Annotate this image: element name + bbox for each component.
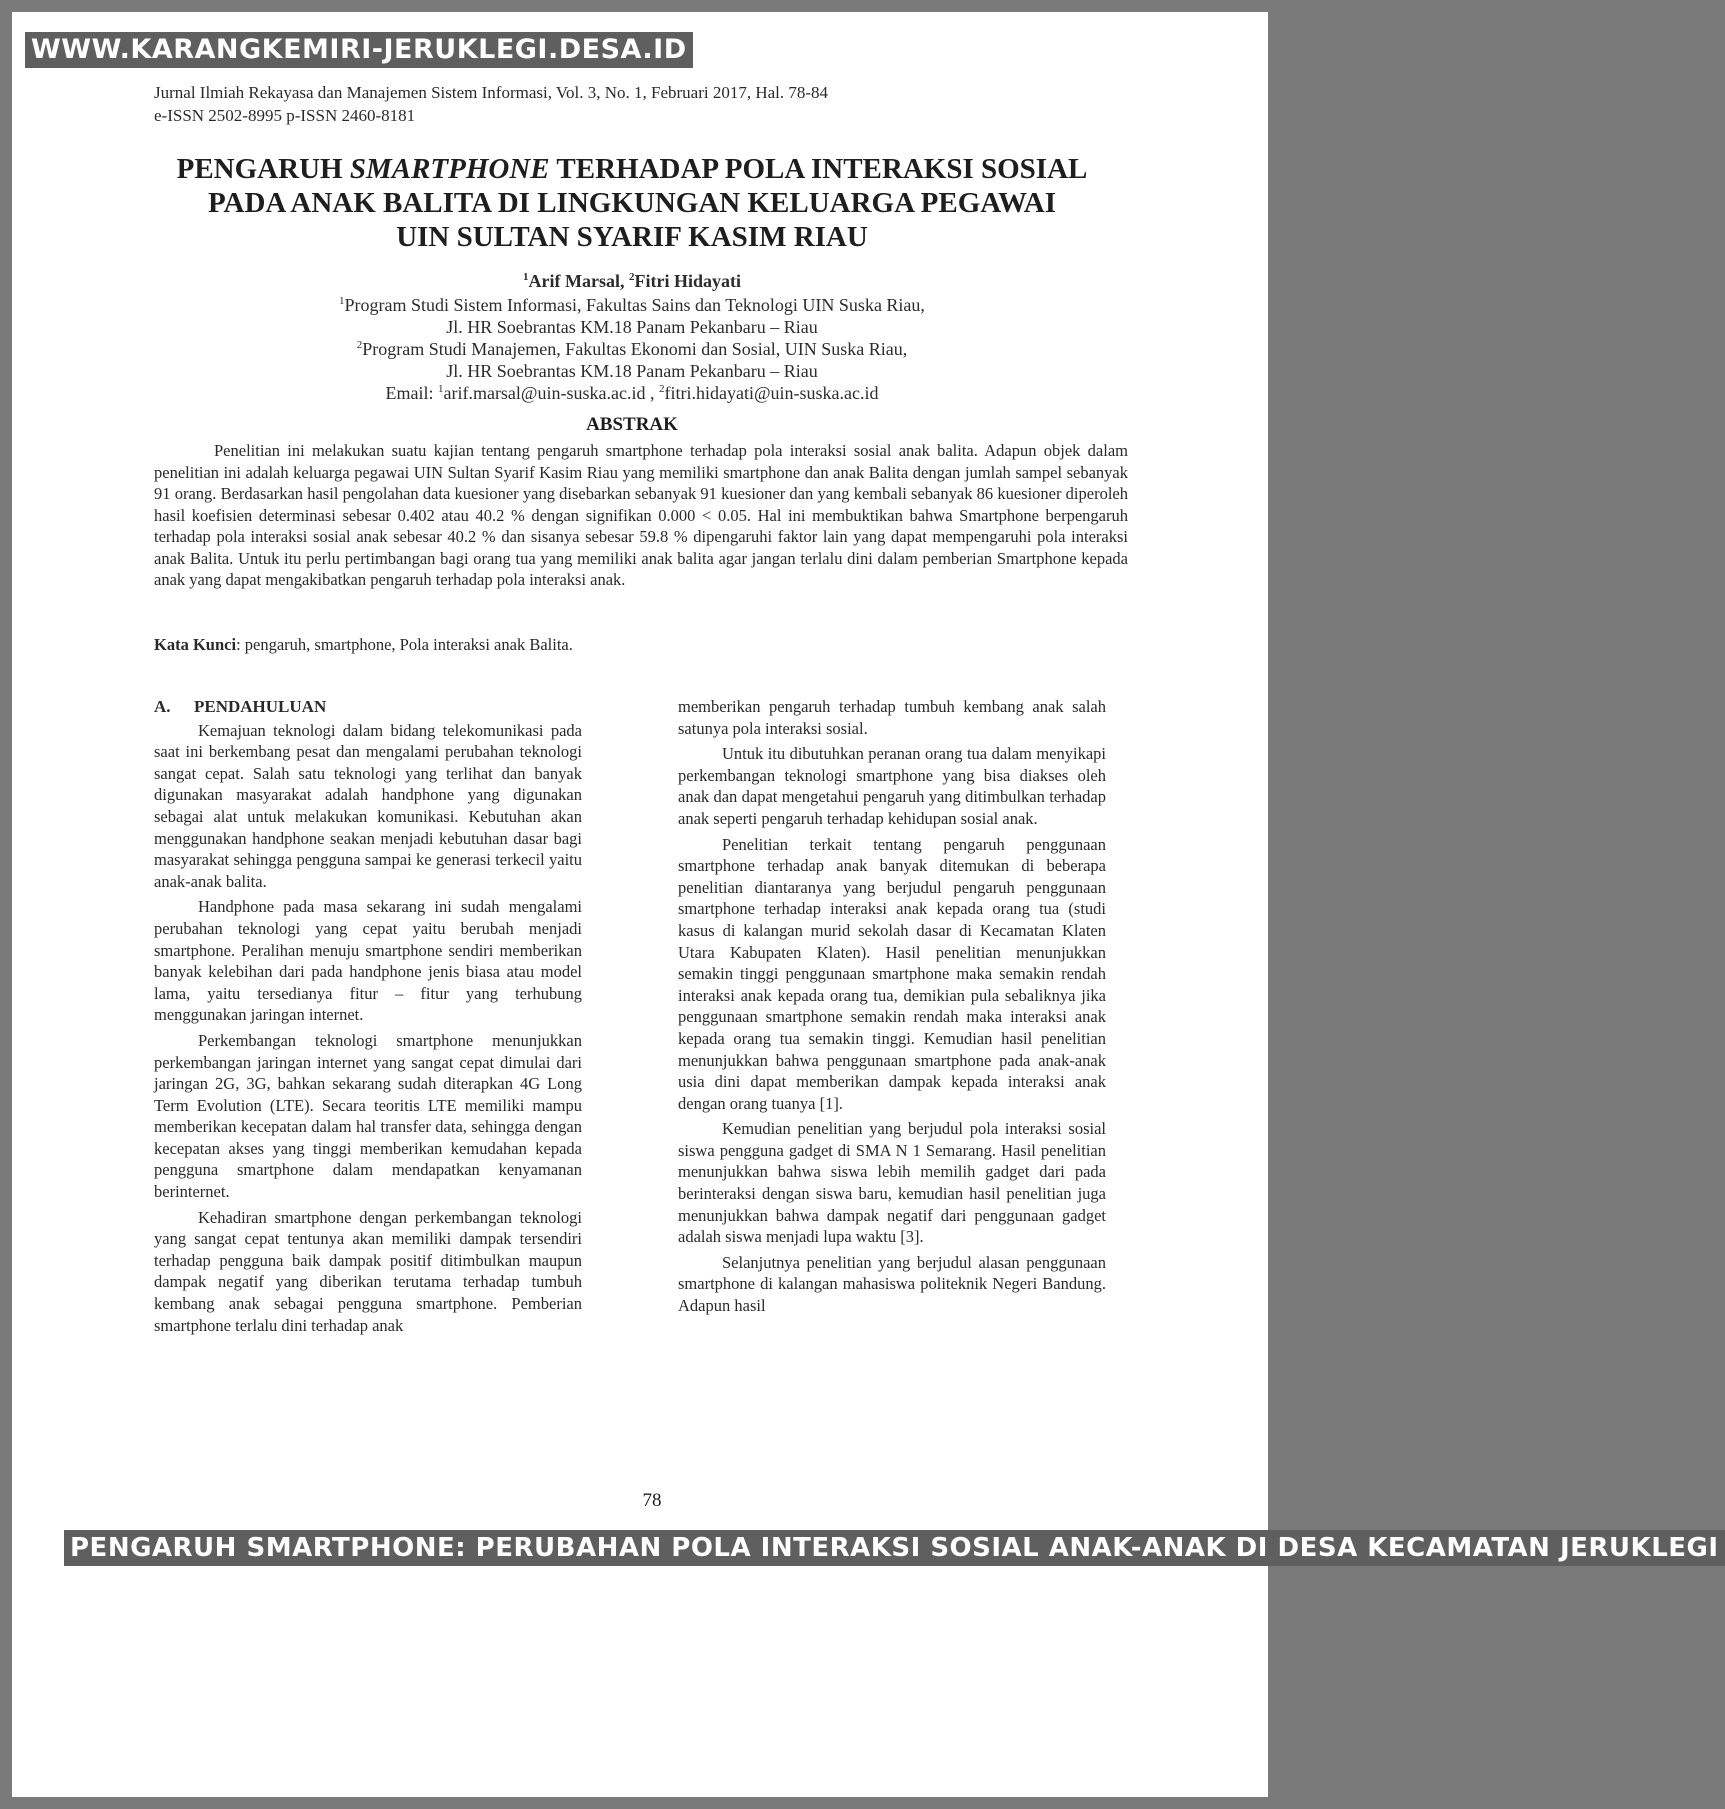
section-heading	[154, 696, 582, 718]
title-prefix: PENGARUH	[176, 153, 350, 185]
affiliation-1-address: Jl. HR Soebrantas KM.18 Panam Pekanbaru – Riau	[446, 317, 818, 337]
email-1[interactable]: arif.marsal@uin-suska.ac.id ,	[443, 383, 659, 403]
section-title: PENDAHULUAN	[194, 697, 327, 716]
right-column	[678, 696, 1106, 1321]
keywords-list: : pengaruh, smartphone, Pola interaksi anak Balita.	[236, 635, 573, 654]
paragraph: Selanjutnya penelitian yang berjudul alasan penggunaan smartphone di kalangan mahasiswa politeknik Negeri Bandung. Adapun hasil	[678, 1252, 1106, 1316]
affiliation-2-sup: 2	[356, 339, 363, 351]
journal-citation: Jurnal Ilmiah Rekayasa dan Manajemen Sistem Informasi, Vol. 3, No. 1, Februari 2017, Hal. 78-84	[154, 83, 829, 102]
author-emails	[132, 382, 1132, 404]
author-1: Arif Marsal,	[528, 271, 629, 291]
paper-title-line-3: UIN SULTAN SYARIF KASIM RIAU	[396, 221, 868, 253]
affiliation-1-text: Program Studi Sistem Informasi, Fakultas Sains dan Teknologi UIN Suska Riau,	[344, 295, 925, 315]
paragraph: Penelitian terkait tentang pengaruh penggunaan smartphone terhadap anak banyak ditemukan di beberapa penelitian diantaranya yang berjudul pengaruh penggunaan smartphone terhadap interaksi anak kepada orang tua (studi kasus di kalangan murid sekolah dasar di Kecamatan Klaten Utara Kabupaten Klaten). Hasil penelitian menunjukkan semakin tinggi penggunaan smartphone maka semakin rendah interaksi anak kepada orang tua, demikian pula sebaliknya jika penggunaan smartphone semakin rendah maka interaksi anak kepada orang tua semakin tinggi. Kemudian hasil penelitian menunjukkan bahwa penggunaan smartphone pada anak-anak usia dini dapat memberikan dampak kepada interaksi anak dengan orang tuanya [1].	[678, 834, 1106, 1113]
paragraph: Kemudian penelitian yang berjudul pola interaksi sosial siswa pengguna gadget di SMA N 1 Semarang. Hasil penelitian menunjukkan bahwa siswa lebih memilih gadget dari pada berinteraksi dengan siswa baru, kemudian hasil penelitian juga menunjukkan bahwa dampak negatif dari penggunaan gadget adalah siswa menjadi lupa waktu [3].	[678, 1119, 1106, 1247]
journal-issn: e-ISSN 2502-8995 p-ISSN 2460-8181	[154, 106, 416, 125]
paragraph: memberikan pengaruh terhadap tumbuh kembang anak salah satunya pola interaksi sosial.	[678, 697, 1106, 738]
title-suffix: TERHADAP POLA INTERAKSI SOSIAL	[549, 153, 1088, 185]
left-column	[154, 696, 582, 1340]
affiliation-1-sup: 1	[339, 295, 345, 307]
paragraph: Perkembangan teknologi smartphone menunjukkan perkembangan jaringan internet yang sangat cepat dimulai dari jaringan 2G, 3G, bahkan sekarang sudah diterapkan 4G Long Term Evolution (LTE). Secara teoritis LTE memiliki mampu memberikan kecepatan dalam hal transfer data, sehingga dengan kecepatan akses yang tinggi memberikan kemudahan kepada pengguna smartphone dalam mendapatkan kenyamanan berinternet.	[154, 1030, 582, 1202]
title-italic-word: SMARTPHONE	[349, 153, 550, 185]
paragraph: Kehadiran smartphone dengan perkembangan teknologi yang sangat cepat tentunya akan memiliki dampak tersendiri terhadap pengguna baik dampak positif ditimbulkan maupun dampak negatif yang diberikan terutama terhadap tumbuh kembang anak sebagai pengguna smartphone. Pemberian smartphone terlalu dini terhadap anak	[154, 1207, 582, 1335]
paragraph: Untuk itu dibutuhkan peranan orang tua dalam menyikapi perkembangan teknologi smartphone yang bisa diakses oleh anak dan dapat mengetahui pengaruh yang ditimbulkan terhadap anak seperti pengaruh terhadap kehidupan sosial anak.	[678, 744, 1106, 828]
author-2: Fitri Hidayati	[634, 271, 741, 291]
email-2-sup: 2	[658, 383, 665, 395]
abstract-body: Penelitian ini melakukan suatu kajian tentang pengaruh smartphone terhadap pola interaksi sosial anak balita. Adapun objek dalam penelitian ini adalah keluarga pegawai UIN Sultan Syarif Kasim Riau yang memiliki smartphone dan anak Balita dengan jumlah sampel sebanyak 91 orang. Berdasarkan hasil pengolahan data kuesioner yang disebarkan sebanyak 91 kuesioner dan yang kembali sebanyak 86 kuesioner diperoleh hasil koefisien determinasi sebesar 0.402 atau 40.2 % dengan signifikan 0.000 < 0.05. Hal ini membuktikan bahwa Smartphone berpengaruh terhadap pola interaksi sosial anak sebesar 40.2 % dan sisanya sebesar 59.8 % dipengaruhi faktor lain yang dapat mempengaruhi pola interaksi anak Balita. Untuk itu perlu pertimbangan bagi orang tua yang memiliki anak balita agar jangan terlalu dini dalam pemberian Smartphone kepada anak yang dapat mengakibatkan pengaruh terhadap pola interaksi anak.	[154, 441, 1128, 589]
author-2-sup: 2	[628, 271, 635, 283]
keywords	[154, 634, 1128, 656]
paragraph: Handphone pada masa sekarang ini sudah mengalami perubahan teknologi yang cepat yaitu berubah menjadi smartphone. Peralihan menuju smartphone sendiri memberikan banyak kelebihan dari pada handphone jenis biasa atau model lama, yaitu tersedianya fitur – fitur yang terhubung menggunakan jaringan internet.	[154, 897, 582, 1025]
affiliation-2	[132, 338, 1132, 360]
email-label: Email:	[385, 383, 438, 403]
article-headline-banner[interactable]: PENGARUH SMARTPHONE: PERUBAHAN POLA INTERAKSI SOSIAL ANAK-ANAK DI DESA KECAMATAN JERUKLEGI	[64, 1530, 1725, 1566]
page-number: 78	[642, 1490, 662, 1511]
email-1-sup: 1	[437, 383, 444, 395]
paper-title-line-2: PADA ANAK BALITA DI LINGKUNGAN KELUARGA PEGAWAI	[207, 187, 1057, 219]
paper-title-line-1	[132, 152, 1132, 186]
author-list	[132, 270, 1132, 292]
paragraph: Kemajuan teknologi dalam bidang telekomunikasi pada saat ini berkembang pesat dan mengalami perubahan teknologi sangat cepat. Salah satu teknologi yang terlihat dan banyak digunakan masyarakat adalah handphone yang digunakan sebagai alat untuk melakukan komunikasi. Kebutuhan akan menggunakan handphone seakan menjadi kebutuhan dasar bagi masyarakat sehingga pengguna sampai ke generasi terkecil yaitu anak-anak balita.	[154, 720, 582, 891]
website-banner[interactable]: WWW.KARANGKEMIRI-JERUKLEGI.DESA.ID	[25, 32, 693, 68]
affiliation-2-address: Jl. HR Soebrantas KM.18 Panam Pekanbaru – Riau	[446, 361, 818, 381]
affiliation-2-text: Program Studi Manajemen, Fakultas Ekonomi dan Sosial, UIN Suska Riau,	[362, 339, 908, 359]
keywords-label: Kata Kunci	[154, 635, 237, 654]
affiliation-1	[132, 294, 1132, 316]
section-number: A.	[154, 697, 171, 716]
abstract-heading: ABSTRAK	[586, 414, 678, 435]
author-1-sup: 1	[523, 271, 529, 283]
paper-page	[12, 12, 1719, 1797]
email-2[interactable]: fitri.hidayati@uin-suska.ac.id	[664, 383, 879, 403]
